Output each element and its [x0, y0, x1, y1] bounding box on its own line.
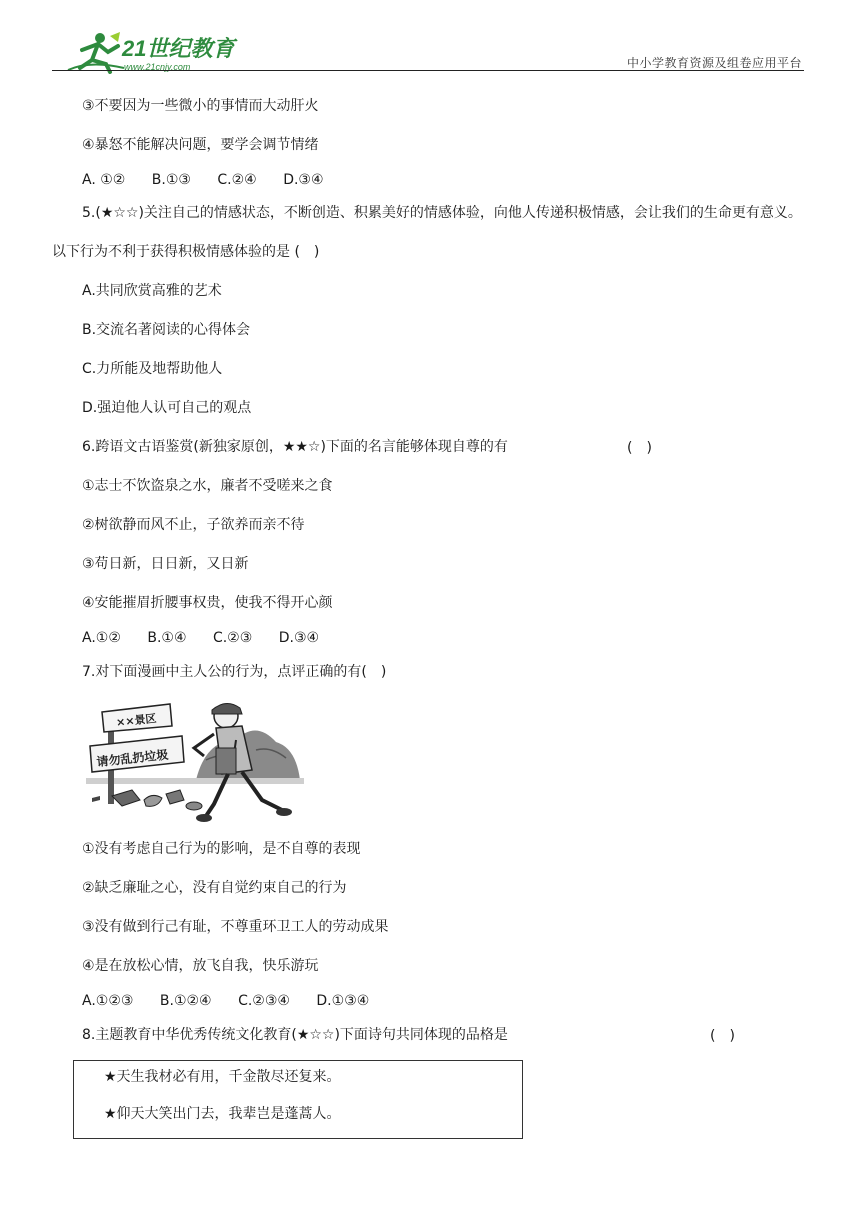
q5-option-a[interactable]: A.共同欣赏高雅的艺术 — [82, 283, 222, 299]
q7-choices — [82, 991, 391, 1011]
q6-choices — [82, 628, 341, 648]
choice-a[interactable]: A. ①② — [82, 172, 126, 188]
q6-item-3: ③苟日新，日日新，又日新 — [82, 556, 249, 572]
q7-stem: 7.对下面漫画中主人公的行为，点评正确的有( ) — [82, 664, 387, 680]
q4-item-3: ③不要因为一些微小的事情而大动肝火 — [82, 98, 319, 114]
header-divider — [52, 70, 804, 71]
runner-icon — [68, 32, 124, 72]
choice-d[interactable]: D.①③④ — [316, 993, 370, 1009]
q7-item-3: ③没有做到行己有耻，不尊重环卫工人的劳动成果 — [82, 919, 389, 935]
site-logo — [60, 30, 240, 74]
q6-item-2: ②树欲静而风不止，子欲养而亲不待 — [82, 517, 305, 533]
q5-option-d[interactable]: D.强迫他人认可自己的观点 — [82, 400, 252, 416]
sign-scenic-area — [102, 704, 172, 732]
q6-item-4: ④安能摧眉折腰事权贵，使我不得开心颜 — [82, 595, 333, 611]
choice-a[interactable]: A.①② — [82, 630, 121, 646]
sign-no-littering — [90, 736, 184, 772]
littering-cartoon-image — [86, 700, 304, 826]
q8-answer-blank[interactable]: ( ) — [710, 1028, 735, 1044]
poem-line-1: ★天生我材必有用，千金散尽还复来。 — [104, 1069, 341, 1085]
poem-quote-box — [73, 1060, 523, 1139]
q7-item-4: ④是在放松心情，放飞自我，快乐游玩 — [82, 958, 319, 974]
logo-text: 21世纪教育 — [122, 36, 235, 61]
q6-item-1: ①志士不饮盗泉之水，廉者不受嗟来之食 — [82, 478, 333, 494]
site-tagline: 中小学教育资源及组卷应用平台 — [626, 56, 802, 70]
q7-item-1: ①没有考虑自己行为的影响，是不自尊的表现 — [82, 841, 361, 857]
q6-answer-blank[interactable]: ( ) — [627, 440, 652, 456]
choice-b[interactable]: B.①④ — [147, 630, 187, 646]
choice-b[interactable]: B.①③ — [151, 172, 191, 188]
choice-a[interactable]: A.①②③ — [82, 993, 134, 1009]
q8-stem: 8.主题教育中华优秀传统文化教育(★☆☆)下面诗句共同体现的品格是 — [82, 1027, 508, 1043]
choice-d[interactable]: D.③④ — [283, 172, 324, 188]
poem-line-2: ★仰天大笑出门去，我辈岂是蓬蒿人。 — [104, 1106, 341, 1122]
q5-option-c[interactable]: C.力所能及地帮助他人 — [82, 361, 223, 377]
q4-choices — [82, 170, 346, 190]
choice-c[interactable]: C.②③ — [212, 630, 253, 646]
svg-text:请勿乱扔垃圾: 请勿乱扔垃圾 — [95, 747, 169, 770]
choice-d[interactable]: D.③④ — [278, 630, 320, 646]
q7-item-2: ②缺乏廉耻之心，没有自觉约束自己的行为 — [82, 880, 347, 896]
logo-url: www.21cnjy.com — [124, 62, 191, 72]
q5-option-b[interactable]: B.交流名著阅读的心得体会 — [82, 322, 251, 338]
choice-c[interactable]: C.②③④ — [238, 993, 290, 1009]
page-header — [52, 24, 804, 74]
q4-item-4: ④暴怒不能解决问题，要学会调节情绪 — [82, 137, 319, 153]
choice-b[interactable]: B.①②④ — [159, 993, 212, 1009]
q5-stem: 5.(★☆☆)关注自己的情感状态，不断创造、积累美好的情感体验，向他人传递积极情感，会让我们的生命更有意义。以下行为不利于获得积极情感体验的是 ( ) — [52, 205, 802, 260]
q6-stem: 6.跨语文古语鉴赏(新独家原创，★★☆)下面的名言能够体现自尊的有 — [82, 439, 508, 455]
choice-c[interactable]: C.②④ — [217, 172, 257, 188]
svg-text:××景区: ××景区 — [115, 711, 158, 730]
